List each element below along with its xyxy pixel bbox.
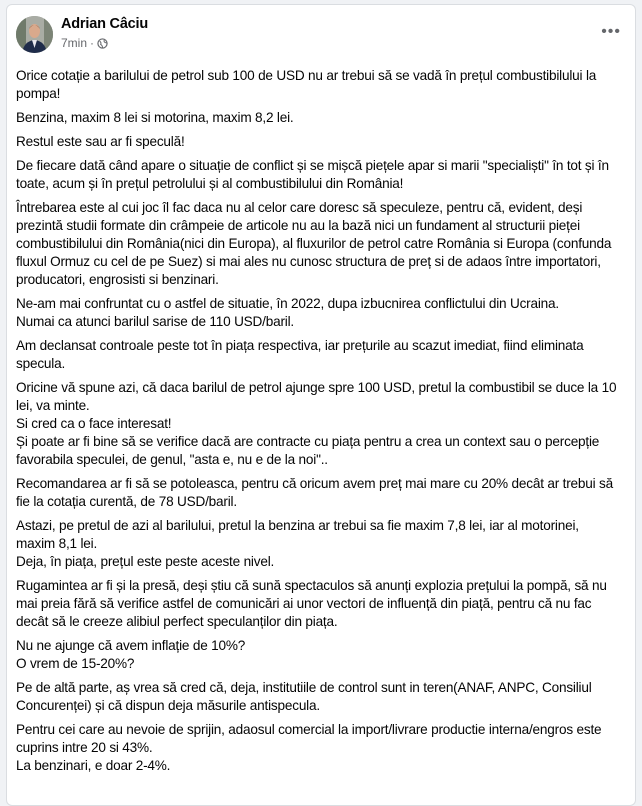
text-line: favorabila speculei, de genul, "asta e, nu e de la noi"..	[16, 452, 328, 467]
text-line: Orice cotație a barilului de petrol sub 100 de USD nu ar trebui să se vadă în prețul combustibilului la	[16, 68, 597, 83]
post-paragraph	[16, 637, 616, 673]
text-line: Restul este sau ar fi speculă!	[16, 134, 185, 149]
text-line: Deja, în piața, prețul este peste aceste nivel.	[16, 554, 275, 569]
text-line: toate, acum și în prețul petrolului și al combustibilului din România!	[16, 176, 404, 191]
text-line: Ne-am mai confruntat cu o astfel de situatie, în 2022, dupa izbucnirea conflictului din Ucraina.	[16, 296, 559, 311]
text-line: Astazi, pe pretul de azi al barilului, pretul la benzina ar trebui sa fie maxim 7,8 lei, iar al motorinei,	[16, 518, 579, 533]
text-line: lei, va minte.	[16, 398, 90, 413]
text-line: Nu ne ajunge că avem inflație de 10%?	[16, 638, 246, 653]
text-line: Recomandarea ar fi să se potoleasca, pentru că oricum avem preț mai mare cu 20% decât ar trebui să	[16, 476, 613, 491]
post-paragraph	[16, 379, 616, 469]
post-paragraph	[16, 721, 616, 775]
text-line: Pe de altă parte, aș vrea să cred că, deja, institutiile de control sunt in teren(ANAF, ANPC, Consiliul	[16, 680, 592, 695]
text-line: pompa!	[16, 86, 61, 101]
post-paragraph	[16, 157, 616, 193]
text-line: fluxul Ormuz cu cel de pe Suez) si mai ales nu cunosc structura de preț si de adaos între importatori,	[16, 254, 601, 269]
text-line: Benzina, maxim 8 lei si motorina, maxim 8,2 lei.	[16, 110, 294, 125]
post-paragraph	[16, 67, 616, 103]
post-text	[16, 67, 616, 781]
post-card	[6, 4, 636, 806]
avatar-photo-icon	[16, 16, 53, 53]
meta-separator: ·	[90, 36, 95, 50]
text-line: maxim 8,1 lei.	[16, 536, 98, 551]
post-paragraph	[16, 577, 616, 631]
post-paragraph	[16, 337, 616, 373]
text-line: combustibilului din România(nici din Europa), al fluxurilor de petrol catre România si Europa (confunda	[16, 236, 612, 251]
text-line: Rugamintea ar fi și la presă, deși știu că sună spectaculos să anunți explozia prețului la pompă, să nu	[16, 578, 607, 593]
text-line: De fiecare dată când apare o situație de conflict și se mișcă piețele apar si marii "specialiști" în tot și în	[16, 158, 609, 173]
post-paragraph	[16, 109, 616, 127]
text-line: La benzinari, e doar 2-4%.	[16, 758, 171, 773]
text-line: Și poate ar fi bine să se verifice dacă are contracte cu piața pentru a crea un context sau o percepție	[16, 434, 600, 449]
more-options-icon[interactable]: •••	[601, 23, 621, 40]
avatar[interactable]	[16, 16, 53, 53]
post-paragraph	[16, 517, 616, 571]
author-name[interactable]: Adrian Câciu	[61, 16, 149, 32]
text-line: Si cred ca o face interesat!	[16, 416, 172, 431]
post-time[interactable]: 7min	[61, 36, 88, 50]
text-line: Oricine vă spune azi, că daca barilul de petrol ajunge spre 100 USD, pretul la combustibil se duce la 10	[16, 380, 617, 395]
text-line: decât să le creeze alibiul perfect speculanților din piața.	[16, 614, 338, 629]
text-line: prezintă studii formate din crâmpeie de articole nu au la bază nici un fundament al structurii pieței	[16, 218, 580, 233]
post-paragraph	[16, 199, 616, 289]
text-line: O vrem de 15-20%?	[16, 656, 135, 671]
text-line: mai preia fără să verifice astfel de comunicări ai unor vectori de influență din piață, pentru că nu fac	[16, 596, 592, 611]
text-line: Am declansat controale peste tot în piața respectiva, iar prețurile au scazut imediat, fiind eliminata	[16, 338, 584, 353]
post-meta	[61, 36, 108, 50]
post-paragraph	[16, 133, 616, 151]
text-line: Concurenței) și că dispun deja măsurile antispecula.	[16, 698, 320, 713]
post-paragraph	[16, 679, 616, 715]
post-paragraph	[16, 295, 616, 331]
text-line: Numai ca atunci barilul sarise de 110 USD/baril.	[16, 314, 295, 329]
text-line: specula.	[16, 356, 66, 371]
text-line: fie la cotația curentă, de 78 USD/baril.	[16, 494, 237, 509]
text-line: cuprins intre 20 si 43%.	[16, 740, 153, 755]
post-paragraph	[16, 475, 616, 511]
text-line: Pentru cei care au nevoie de sprijin, adaosul comercial la import/livrare productie interna/engros este	[16, 722, 602, 737]
text-line: producatori, engrosisti si benzinari.	[16, 272, 219, 287]
globe-icon	[97, 38, 108, 49]
text-line: Întrebarea este al cui joc îl fac daca nu al celor care doresc să speculeze, pentru că, evident, deși	[16, 200, 583, 215]
